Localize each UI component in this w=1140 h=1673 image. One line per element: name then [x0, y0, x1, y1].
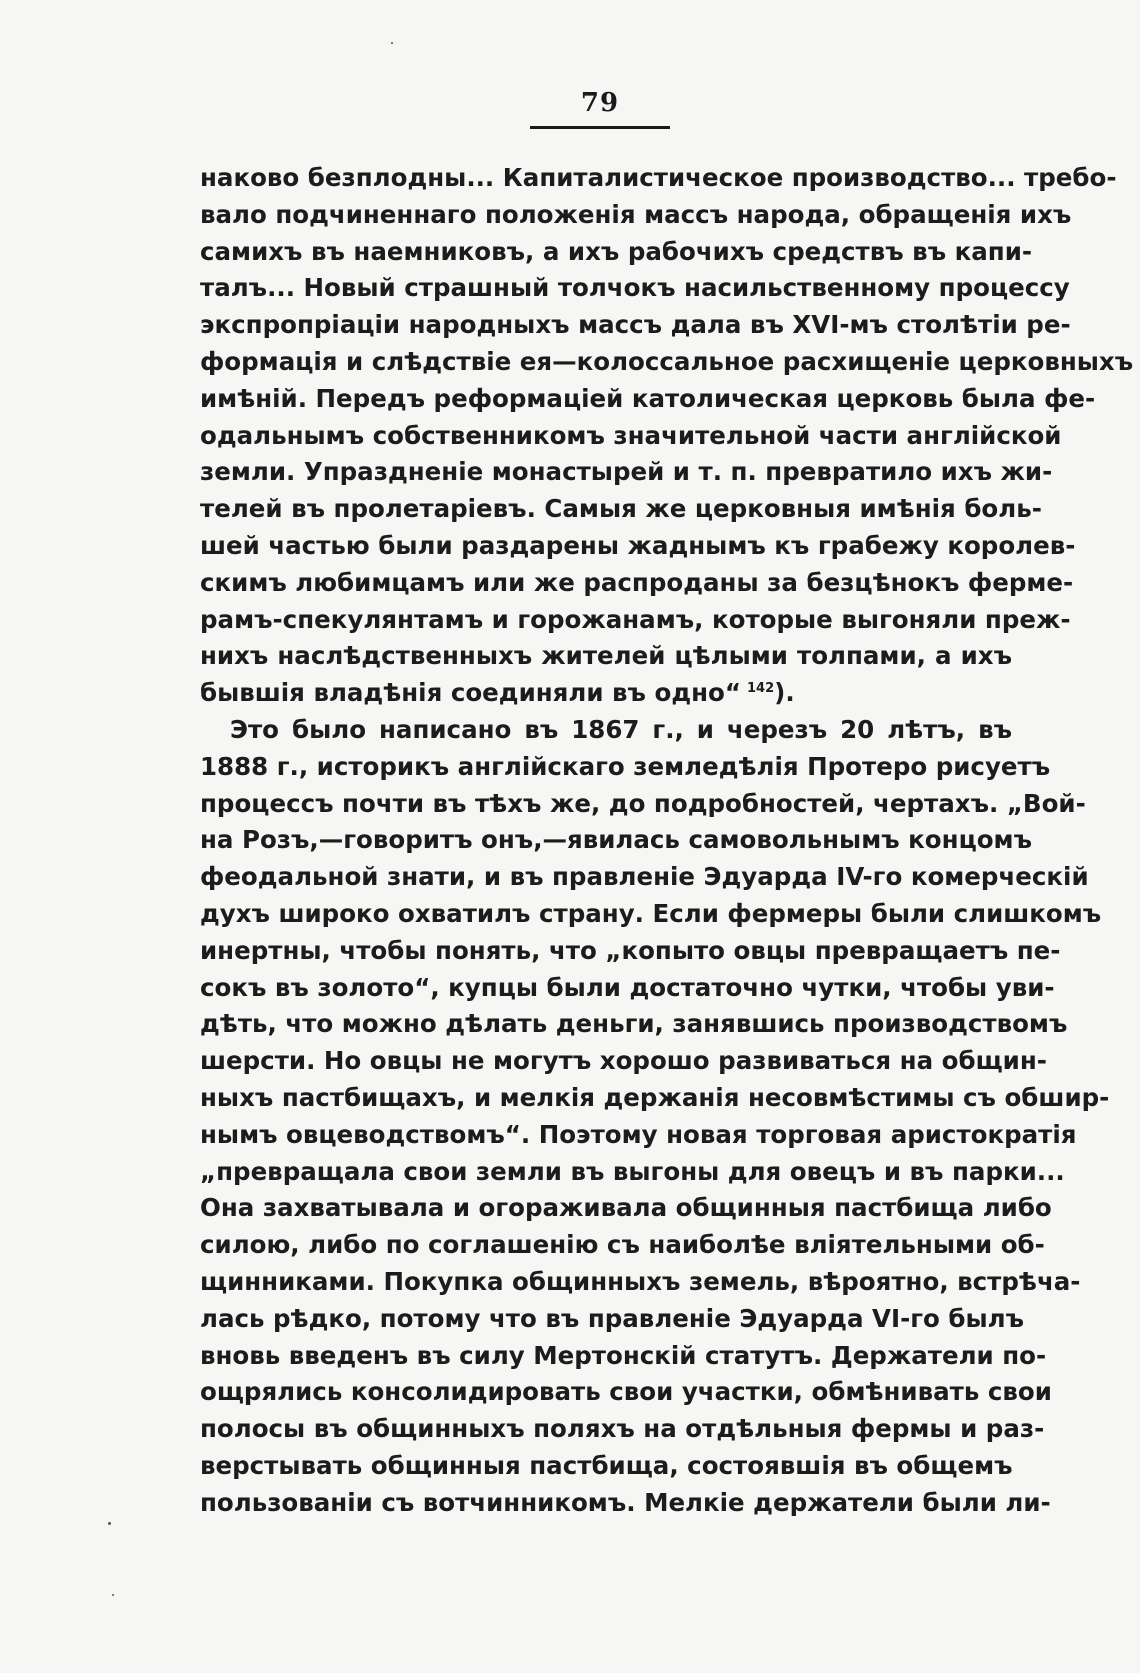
page-number: 79 — [580, 88, 620, 118]
text-line: нихъ наслѣдственныхъ жителей цѣлыми толпами, а ихъ — [200, 641, 1012, 671]
text-line: дѣть, что можно дѣлать деньги, занявшись производствомъ — [200, 1009, 1068, 1039]
text-line-last — [200, 675, 1012, 712]
text-line: наково безплодны... Капиталистическое производство... требо- — [200, 163, 1117, 192]
text-line: имѣній. Передъ реформаціей католическая церковь была фе- — [200, 383, 1096, 413]
body-text — [200, 160, 1134, 1521]
last-line-text: бывшія владѣнія соединяли въ одно“ — [200, 678, 741, 708]
text-line: Она захватывала и огораживала общинныя пастбища либо — [200, 1193, 1052, 1223]
text-line: 1888 г., историкъ англійскаго земледѣлія Протеро рисуетъ — [200, 751, 1051, 781]
text-line: феодальной знати, и въ правленіе Эдуарда IV-го комерческій — [200, 862, 1089, 892]
text-line: самихъ въ наемниковъ, а ихъ рабочихъ средствъ въ капи- — [200, 236, 1033, 266]
text-line: скимъ любимцамъ или же распроданы за безцѣнокъ ферме- — [200, 567, 1074, 597]
text-line: шей частью были раздарены жаднымъ къ грабежу королев- — [200, 530, 1076, 560]
paragraph-2 — [200, 712, 1110, 1522]
text-line: ныхъ пастбищахъ, и мелкія держанія несовмѣстимы съ обшир- — [200, 1082, 1110, 1112]
text-line: вало подчиненнаго положенія массъ народа, обращенія ихъ — [200, 199, 1072, 229]
scan-speck — [112, 1594, 114, 1596]
text-line: инертны, чтобы понять, что „копыто овцы превращаетъ пе- — [200, 935, 1061, 965]
text-line: рамъ-спекулянтамъ и горожанамъ, которые выгоняли преж- — [200, 604, 1071, 634]
scan-speck — [391, 42, 393, 44]
text-line: процессъ почти въ тѣхъ же, до подробностей, чертахъ. „Вой- — [200, 788, 1086, 818]
text-line: на Розъ,—говоритъ онъ,—явилась самовольнымъ концомъ — [200, 825, 1032, 855]
text-line: земли. Упраздненіе монастырей и т. п. превратило ихъ жи- — [200, 457, 1053, 487]
text-line: шерсти. Но овцы не могутъ хорошо развиваться на общин- — [200, 1046, 1047, 1076]
text-line: талъ... Новый страшный толчокъ насильственному процессу — [200, 273, 1070, 303]
text-line: экспропріаціи народныхъ массъ дала въ XVI-мъ столѣтіи ре- — [200, 310, 1071, 340]
text-line: верстывать общинныя пастбища, состоявшія въ общемъ — [200, 1450, 1013, 1480]
text-line: нымъ овцеводствомъ“. Поэтому новая торговая аристократія — [200, 1119, 1077, 1149]
footnote-reference: 142 — [746, 681, 775, 696]
text-line: силою, либо по соглашенію съ наиболѣе вліятельными об- — [200, 1230, 1045, 1260]
paragraph-1 — [200, 160, 1134, 712]
text-line: полосы въ общинныхъ поляхъ на отдѣльныя фермы и раз- — [200, 1414, 1045, 1444]
text-line: сокъ въ золото“, купцы были достаточно чутки, чтобы уви- — [200, 972, 1055, 1002]
last-line-tail: ). — [774, 678, 795, 708]
text-line: ощрялись консолидировать свои участки, обмѣнивать свои — [200, 1377, 1052, 1407]
text-line: „превращала свои земли въ выгоны для овецъ и въ парки... — [200, 1156, 1065, 1186]
text-line: вновь введенъ въ силу Мертонскій статутъ. Держатели по- — [200, 1340, 1047, 1370]
text-line: духъ широко охватилъ страну. Если фермеры были слишкомъ — [200, 898, 1102, 928]
text-line: одальнымъ собственникомъ значительной части англійской — [200, 420, 1062, 450]
text-line: щинниками. Покупка общинныхъ земель, вѣроятно, встрѣча- — [200, 1266, 1081, 1296]
text-line: Это было написано въ 1867 г., и черезъ 20 лѣтъ, въ — [230, 714, 1012, 744]
text-line: лась рѣдко, потому что въ правленіе Эдуарда VI-го былъ — [200, 1303, 1025, 1333]
page-number-rule — [530, 126, 670, 129]
text-line: формація и слѣдствіе ея—колоссальное расхищеніе церковныхъ — [200, 346, 1134, 376]
text-line: телей въ пролетаріевъ. Самыя же церковныя имѣнія боль- — [200, 494, 1042, 524]
text-line: пользованіи съ вотчинникомъ. Мелкіе держатели были ли- — [200, 1487, 1051, 1517]
scan-speck — [108, 1522, 111, 1525]
